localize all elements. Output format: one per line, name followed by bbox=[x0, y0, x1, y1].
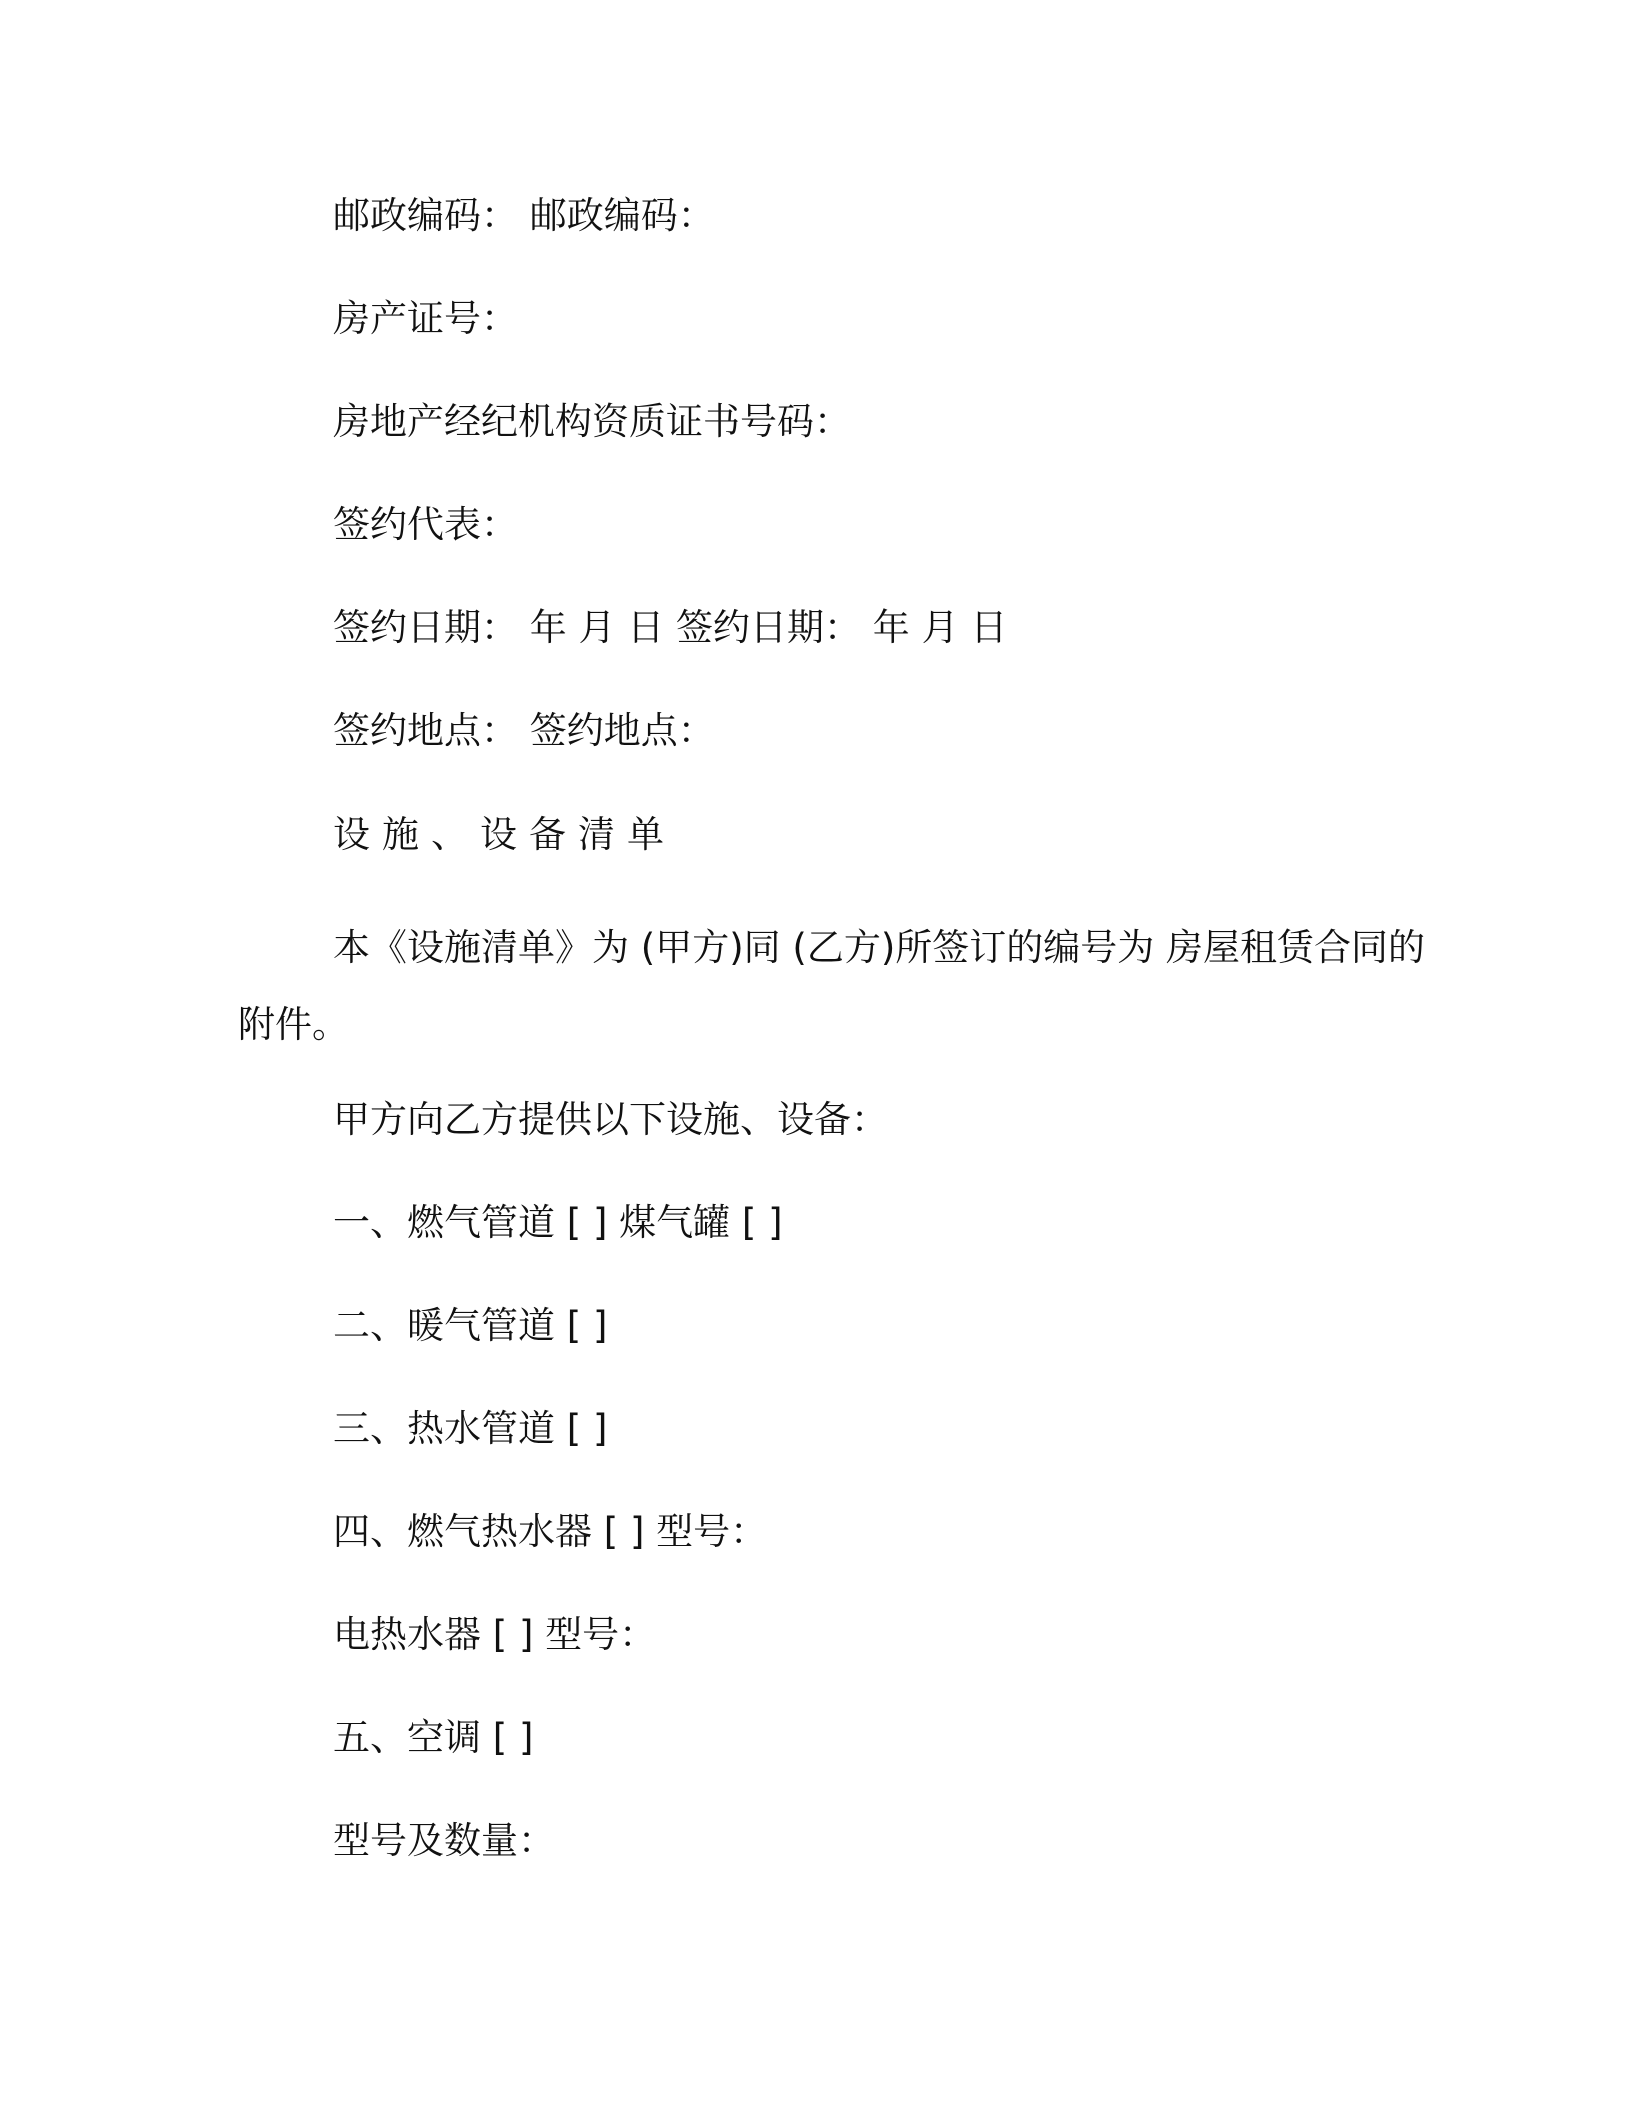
agency-qualification-line: 房地产经纪机构资质证书号码： bbox=[333, 400, 851, 443]
signing-place-line: 签约地点： 签约地点： bbox=[333, 709, 715, 752]
item-gas-water-heater: 四、燃气热水器 [ ] 型号： bbox=[333, 1510, 768, 1553]
item-gas-pipe: 一、燃气管道 [ ] 煤气罐 [ ] bbox=[333, 1201, 783, 1244]
property-certificate-line: 房产证号： bbox=[333, 297, 518, 340]
postal-code-line: 邮政编码： 邮政编码： bbox=[333, 194, 715, 237]
item-model-quantity: 型号及数量： bbox=[333, 1819, 555, 1862]
section-title: 设施、设备清单 bbox=[333, 813, 676, 856]
intro-paragraph: 本《设施清单》为 (甲方)同 (乙方)所签订的编号为 房屋租赁合同的附件。 bbox=[238, 926, 1426, 1046]
item-hot-water-pipe: 三、热水管道 [ ] bbox=[333, 1407, 608, 1450]
signing-date-line: 签约日期： 年 月 日 签约日期： 年 月 日 bbox=[333, 606, 1008, 649]
item-heating-pipe: 二、暖气管道 [ ] bbox=[333, 1304, 608, 1347]
facilities-intro-line: 甲方向乙方提供以下设施、设备： bbox=[333, 1098, 888, 1141]
signing-representative-line: 签约代表： bbox=[333, 503, 518, 546]
item-air-conditioner: 五、空调 [ ] bbox=[333, 1716, 534, 1759]
item-electric-water-heater: 电热水器 [ ] 型号： bbox=[333, 1613, 657, 1656]
